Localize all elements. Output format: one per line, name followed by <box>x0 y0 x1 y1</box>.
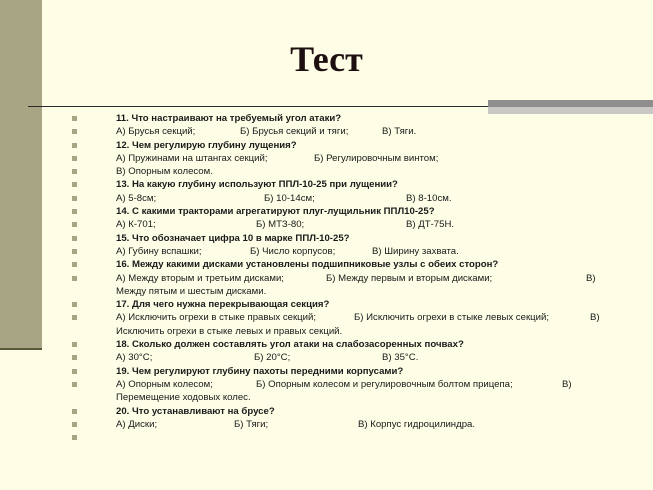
answer-item <box>72 311 632 338</box>
answer-option: Б) 20°С; <box>254 352 291 364</box>
answer-option: А) Губину вспашки; <box>116 245 202 257</box>
bullet-icon <box>72 262 77 267</box>
answer-option: А) Опорным колесом; <box>116 378 213 390</box>
answer-item <box>72 351 632 364</box>
answer-option: В) Ширину захвата. <box>372 245 459 257</box>
header-band-dark <box>488 100 653 107</box>
question-item <box>72 365 632 378</box>
answer-item <box>72 165 632 178</box>
question-text: 16. Между какими дисками установлены подшипниковые узлы с обеих сторон? <box>116 259 499 271</box>
answer-option: В) 8-10см. <box>406 192 452 204</box>
answer-option: А) Между вторым и третьим дисками; <box>116 272 284 284</box>
question-text: 11. Что настраивают на требуемый угол атаки? <box>116 113 342 124</box>
bullet-icon <box>72 342 77 347</box>
bullet-icon <box>72 355 77 360</box>
answer-item <box>72 245 632 258</box>
answer-option: Б) Брусья секций и тяги; <box>240 126 349 138</box>
question-item <box>72 232 632 245</box>
question-text: 18. Сколько должен составлять угол атаки на слабозасоренных почвах? <box>116 339 464 351</box>
answer-option: В) Корпус гидроцилиндра. <box>358 418 476 430</box>
answer-option: Б) МТЗ-80; <box>256 219 305 231</box>
question-text: 19. Чем регулируют глубину пахоты передними корпусами? <box>116 365 404 377</box>
bullet-icon <box>72 409 77 414</box>
bullet-icon <box>72 156 77 161</box>
answer-item <box>72 378 632 405</box>
answer-option: Б) Опорным колесом и регулировочным болтом прицепа; <box>256 378 513 390</box>
answer-option: В) 35°С. <box>382 352 419 364</box>
answer-option: Б) 10-14см; <box>264 192 315 204</box>
slide-title: Тест <box>290 39 363 79</box>
answer-option: В) ДТ-75Н. <box>406 219 455 231</box>
answer-option: А) Брусья секций; <box>116 126 196 138</box>
bullet-icon <box>72 435 77 440</box>
question-text: 17. Для чего нужна перекрывающая секция? <box>116 299 330 311</box>
question-text: 20. Что устанавливают на брусе? <box>116 405 275 417</box>
answer-item <box>72 418 632 431</box>
question-text: 14. С какими тракторами агрегатируют плуг-лущильник ППЛ10-25? <box>116 206 435 218</box>
answer-option: Б) Регулировочным винтом; <box>314 152 439 164</box>
bullet-icon <box>72 422 77 427</box>
bullet-icon <box>72 302 77 307</box>
answer-item <box>72 218 632 231</box>
answer-item <box>72 192 632 205</box>
question-text: 15. Что обозначает цифра 10 в марке ППЛ-10-25? <box>116 232 350 244</box>
answer-option: В) <box>562 378 572 390</box>
bullet-icon <box>72 182 77 187</box>
left-olive-underline <box>0 348 42 350</box>
bullet-icon <box>72 369 77 374</box>
answer-option: В) Тяги. <box>382 126 417 138</box>
question-item <box>72 178 632 191</box>
answer-item <box>72 125 632 138</box>
answer-item <box>72 431 632 444</box>
bullet-icon <box>72 249 77 254</box>
answer-option: А) Диски; <box>116 418 158 430</box>
answer-option: Б) Исключить огрехи в стыке левых секций; <box>354 312 550 324</box>
question-text: 12. Чем регулирую глубину лущения? <box>116 139 297 151</box>
bullet-icon <box>72 116 77 121</box>
question-item <box>72 298 632 311</box>
answer-continuation: Исключить огрехи в стыке левых и правых секций. <box>116 325 343 337</box>
question-item <box>72 112 632 125</box>
title-rule <box>28 106 488 107</box>
bullet-icon <box>72 169 77 174</box>
answer-option: А) Пружинами на штангах секций; <box>116 152 268 164</box>
bullet-icon <box>72 315 77 320</box>
answer-continuation: Между пятым и шестым дисками. <box>116 285 267 297</box>
bullet-icon <box>72 129 77 134</box>
bullet-icon <box>72 143 77 148</box>
question-text: 13. На какую глубину используют ППЛ-10-25 при лущении? <box>116 179 398 191</box>
question-item <box>72 405 632 418</box>
answer-item <box>72 272 632 299</box>
answer-option: А) 30°С; <box>116 352 153 364</box>
answer-option: В) <box>590 312 600 324</box>
answer-option: А) К-701; <box>116 219 156 231</box>
answer-option: А) 5-8см; <box>116 192 157 204</box>
bullet-icon <box>72 382 77 387</box>
bullet-icon <box>72 222 77 227</box>
question-list <box>72 112 632 444</box>
answer-option: В) <box>586 272 596 284</box>
bullet-icon <box>72 236 77 241</box>
question-item <box>72 338 632 351</box>
answer-option: Б) Между первым и вторым дисками; <box>326 272 493 284</box>
bullet-icon <box>72 276 77 281</box>
answer-option: В) Опорным колесом. <box>116 166 213 178</box>
question-item <box>72 139 632 152</box>
answer-option: Б) Тяги; <box>234 418 269 430</box>
question-item <box>72 205 632 218</box>
answer-continuation: Перемещение ходовых колес. <box>116 392 251 404</box>
answer-item <box>72 152 632 165</box>
bullet-icon <box>72 209 77 214</box>
bullet-icon <box>72 196 77 201</box>
question-item <box>72 258 632 271</box>
answer-option: А) Исключить огрехи в стыке правых секций; <box>116 312 317 324</box>
answer-option: Б) Число корпусов; <box>250 245 336 257</box>
